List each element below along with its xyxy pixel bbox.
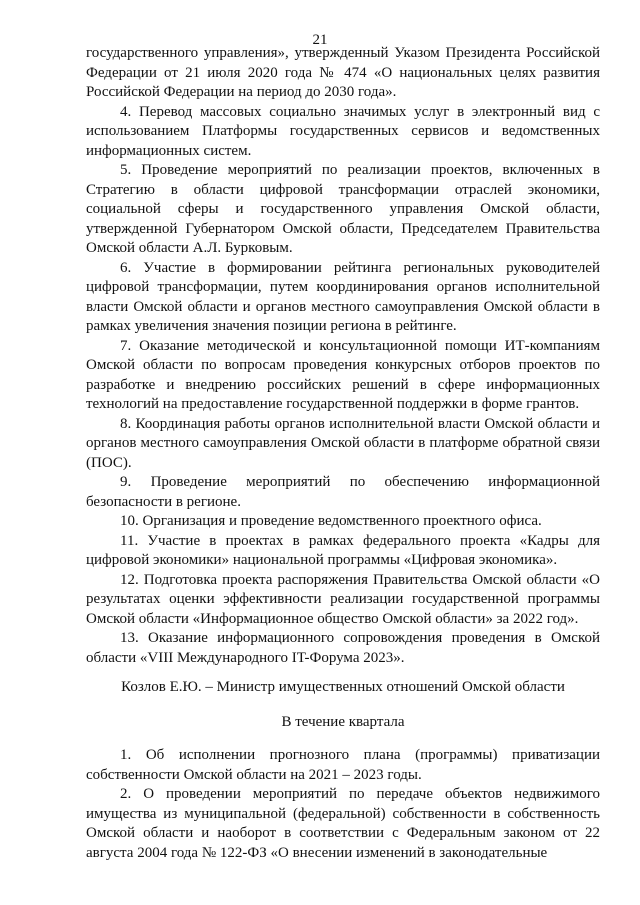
- list-item: 5. Проведение мероприятий по реализации проектов, включенных в Стратегию в области цифровой трансформации отраслей экономики, социальной сферы и государственного управления Омской области, утвержденной Губернатором Омской области, Председателем Правительства Омской области А.Л. Бурковым.: [86, 162, 600, 256]
- list-item: 10. Организация и проведение ведомственного проектного офиса.: [120, 513, 542, 529]
- paragraph-continuation: государственного управления», утвержденный Указом Президента Российской Федерации от 21 июля 2020 года № 474 «О национальных целях развития Российской Федерации на период до 2030 года».: [86, 45, 600, 100]
- list-item: 4. Перевод массовых социально значимых услуг в электронный вид с использованием Платформы государственных сервисов и ведомственных информационных систем.: [86, 103, 600, 159]
- list-item: 7. Оказание методической и консультационной помощи ИТ-компаниям Омской области по вопросам проведения конкурсных отборов проектов по разработке и внедрению российских решений в сфере информационных технологий на предоставление государственной поддержки в форме грантов.: [86, 337, 600, 412]
- period-heading: В течение квартала: [281, 714, 405, 730]
- minister-heading: Козлов Е.Ю. – Министр имущественных отношений Омской области: [121, 679, 565, 695]
- task-list-top: [86, 44, 600, 668]
- list-item: 9. Проведение мероприятий по обеспечению информационной безопасности в регионе.: [86, 474, 600, 510]
- list-item: 11. Участие в проектах в рамках федерального проекта «Кадры для цифровой экономики» национальной программы «Цифровая экономика».: [86, 532, 600, 568]
- list-item: 13. Оказание информационного сопровождения проведения в Омской области «VIII Международного IT-Форума 2023».: [86, 630, 600, 666]
- list-item: 1. Об исполнении прогнозного плана (программы) приватизации собственности Омской области на 2021 – 2023 годы.: [86, 747, 600, 783]
- list-item: 6. Участие в формировании рейтинга региональных руководителей цифровой трансформации, путем координирования органов исполнительной власти Омской области и органов местного самоуправления Омской области в рамках увеличения значения позиции региона в рейтинге.: [86, 259, 600, 334]
- list-item: 8. Координация работы органов исполнительной власти Омской области и органов местного самоуправления Омской области в платформе обратной связи (ПОС).: [86, 415, 600, 471]
- page-number: 21: [312, 32, 328, 48]
- list-item: 12. Подготовка проекта распоряжения Правительства Омской области «О результатах оценки эффективности реализации государственной программы Омской области «Информационное общество Омской области» за 2022 год».: [86, 571, 600, 627]
- list-item: 2. О проведении мероприятий по передаче объектов недвижимого имущества из муниципальной (федеральной) собственности в собственность Омской области и наоборот в соответствии с Федеральным законом от 22 августа 2004 года № 122-ФЗ «О внесении изменений в законодательные: [86, 786, 600, 861]
- task-list-bottom: [86, 746, 600, 863]
